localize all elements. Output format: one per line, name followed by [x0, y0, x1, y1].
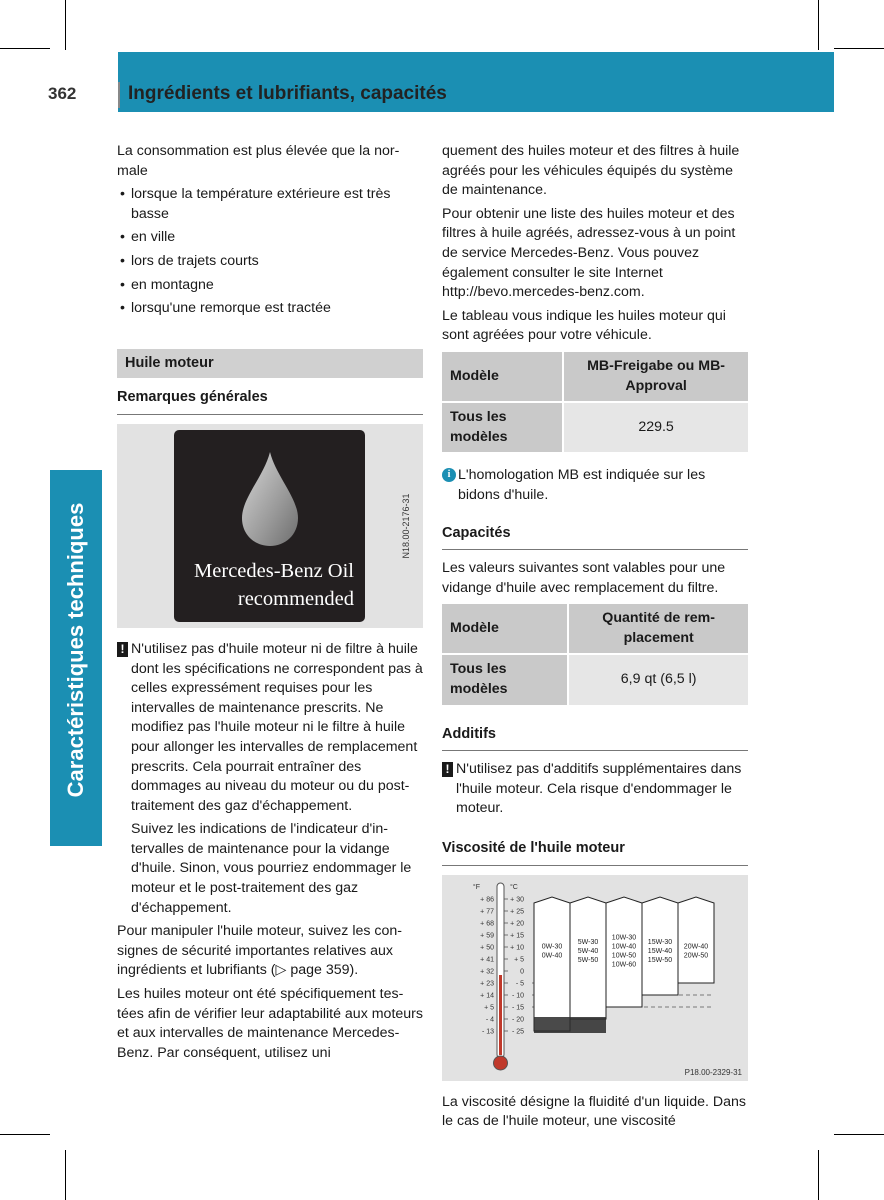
- warning-text-continued: Suivez les indications de l'indicateur d'intervalles de maintenance pour la vidange d'huile. Sinon, vous pourriez endommager le moteur et le post-traitement des gaz d'échappement.: [131, 821, 412, 916]
- oil-logo-line-2: recommended: [237, 587, 354, 610]
- viscosity-grade-label: 20W-40: [683, 943, 709, 951]
- fahrenheit-unit-label: °F: [472, 883, 480, 891]
- viscosity-grade-label: 10W-50: [611, 952, 637, 960]
- viscosity-grade-label: 20W-50: [683, 952, 709, 960]
- fahrenheit-tick-label: + 32: [480, 968, 494, 976]
- subheading: Additifs: [442, 725, 748, 752]
- table-header-cell: Modèle: [442, 604, 568, 654]
- viscosity-grade-label: 5W-30: [577, 938, 599, 946]
- header-separator: [118, 82, 120, 108]
- table-header-cell: MB-Freigabe ou MB-Approval: [563, 352, 748, 402]
- table-cell: 229.5: [563, 402, 748, 452]
- crop-mark: [65, 0, 66, 50]
- fahrenheit-tick-label: - 4: [485, 1016, 494, 1024]
- celsius-tick-label: + 20: [510, 920, 524, 928]
- subheading: Viscosité de l'huile moteur: [442, 839, 748, 866]
- celsius-tick-label: - 25: [511, 1028, 524, 1036]
- celsius-tick-label: + 25: [510, 908, 524, 916]
- info-text: L'homologation MB est indiquée sur les bidons d'huile.: [458, 467, 706, 503]
- paragraph: Pour obtenir une liste des huiles moteur et des filtres à huile agréés, adressez-vous à un point de service Mercedes-Benz. Vous pouvez également consulter le site Internet http://bevo.mercedes-benz.com.: [442, 205, 736, 301]
- thermometer-bulb: [494, 1056, 508, 1070]
- viscosity-grade-column: [642, 897, 678, 995]
- list-item: • en ville: [117, 228, 423, 248]
- crop-mark: [818, 1150, 819, 1200]
- fahrenheit-tick-label: + 14: [480, 992, 494, 1000]
- list-item: • lorsque la température extérieure est très basse: [117, 185, 423, 224]
- table-row: [442, 352, 748, 402]
- warning-icon: !: [442, 762, 453, 777]
- viscosity-grade-column: [678, 897, 714, 983]
- paragraph: Les valeurs suivantes sont valables pour une vidange d'huile avec remplacement du filtre.: [442, 560, 726, 596]
- viscosity-grade-label: 10W-40: [611, 943, 637, 951]
- fahrenheit-tick-label: + 41: [480, 956, 494, 964]
- fahrenheit-tick-label: - 13: [481, 1028, 494, 1036]
- oil-logo-line-1: Mercedes-Benz Oil: [194, 559, 354, 582]
- oil-logo-panel: [174, 430, 365, 622]
- paragraph: La viscosité désigne la fluidité d'un liquide. Dans le cas de l'huile moteur, une viscosité: [442, 1093, 746, 1130]
- fahrenheit-tick-label: + 23: [480, 980, 494, 988]
- fahrenheit-tick-label: + 77: [480, 908, 494, 916]
- crop-mark: [0, 48, 50, 49]
- viscosity-grade-label: 15W-30: [647, 938, 673, 946]
- intro-text: La consommation est plus élevée que la normale: [117, 143, 400, 179]
- fahrenheit-tick-label: + 5: [484, 1004, 494, 1012]
- warning-text: N'utilisez pas d'huile moteur ni de filtre à huile dont les spécifications ne correspondent pas à celles expressément requises pour les intervalles de maintenance prescrits. Ne modifiez pas l'huile moteur ni le filtre à huile pour allonger les intervalles de remplacement prescrits. Cela pourrait entraîner des dommages au niveau du moteur ou du post-traitement des gaz d'échappement.: [131, 640, 423, 814]
- paragraph: Le tableau vous indique les huiles moteur qui sont agréées pour votre véhicule.: [442, 307, 726, 344]
- figure-code: N18.00-2176-31: [401, 493, 412, 559]
- oil-recommended-figure: [117, 424, 423, 628]
- celsius-tick-label: + 30: [510, 896, 524, 904]
- viscosity-chart: [442, 875, 748, 1081]
- fahrenheit-tick-label: + 68: [480, 920, 494, 928]
- table-cell: Tous les modèles: [442, 654, 568, 704]
- crop-mark: [0, 1134, 50, 1135]
- warning-text: N'utilisez pas d'additifs supplémentaires dans l'huile moteur. Cela risque d'endommager le moteur.: [456, 761, 742, 817]
- celsius-tick-label: - 5: [515, 980, 524, 988]
- crop-mark: [834, 1134, 884, 1135]
- celsius-tick-label: - 10: [511, 992, 524, 1000]
- table-row: [442, 654, 748, 704]
- right-column: [442, 142, 748, 1136]
- crop-mark: [834, 48, 884, 49]
- celsius-tick-label: + 5: [514, 956, 524, 964]
- info-note: [442, 466, 748, 505]
- figure-code: P18.00-2329-31: [684, 1067, 742, 1077]
- viscosity-grade-column: [534, 897, 570, 1031]
- list-item: • lorsqu'une remorque est tractée: [117, 299, 423, 319]
- section-heading: Huile moteur: [117, 349, 423, 379]
- fahrenheit-tick-label: + 50: [480, 944, 494, 952]
- viscosity-figure: [442, 875, 748, 1081]
- viscosity-grade-label: 0W-30: [541, 943, 563, 951]
- celsius-tick-label: - 20: [511, 1016, 524, 1024]
- celsius-unit-label: °C: [510, 883, 518, 891]
- viscosity-grade-label: 10W-30: [611, 934, 637, 942]
- warning-note: [117, 640, 423, 816]
- subheading: Remarques générales: [117, 388, 423, 415]
- oil-drop-icon: [240, 450, 300, 548]
- table-cell: 6,9 qt (6,5 l): [568, 654, 748, 704]
- paragraph: Les huiles moteur ont été spécifiquement testées afin de vérifier leur adaptabilité aux moteurs et aux intervalles de maintenance Mercedes-Benz. Par conséquent, utilisez uni: [117, 986, 423, 1061]
- viscosity-grade-label: 5W-40: [577, 947, 599, 955]
- page-number: 362: [48, 84, 77, 103]
- thermometer-mercury: [499, 975, 502, 1055]
- viscosity-grade-label: 15W-40: [647, 947, 673, 955]
- celsius-tick-label: - 15: [511, 1004, 524, 1012]
- list-item: • lors de trajets courts: [117, 252, 423, 272]
- table-cell: Tous les modèles: [442, 402, 563, 452]
- page-title: Ingrédients et lubrifiants, capacités: [128, 83, 447, 104]
- paragraph: quement des huiles moteur et des filtres à huile agréés pour les véhicules équipés du système de maintenance.: [442, 143, 740, 199]
- capacity-table: [442, 604, 748, 704]
- chapter-tab-label: Caractéristiques techniques: [63, 502, 88, 798]
- table-header-cell: Modèle: [442, 352, 563, 402]
- info-icon: i: [442, 468, 456, 482]
- viscosity-grade-label: 0W-40: [541, 952, 563, 960]
- fahrenheit-tick-label: + 59: [480, 932, 494, 940]
- warning-icon: !: [117, 642, 128, 657]
- celsius-tick-label: + 15: [510, 932, 524, 940]
- low-temperature-band: [534, 1017, 606, 1033]
- subheading: Capacités: [442, 524, 748, 551]
- table-row: [442, 402, 748, 452]
- viscosity-grade-label: 10W-60: [611, 961, 637, 969]
- crop-mark: [65, 1150, 66, 1200]
- crop-mark: [818, 0, 819, 50]
- fahrenheit-tick-label: + 86: [480, 896, 494, 904]
- table-header-cell: Quantité de remplacement: [568, 604, 748, 654]
- approval-table: [442, 352, 748, 452]
- viscosity-grade-label: 5W-50: [577, 956, 599, 964]
- left-column: [117, 142, 423, 1067]
- warning-note: [442, 760, 748, 819]
- celsius-tick-label: 0: [520, 968, 524, 976]
- paragraph: Pour manipuler l'huile moteur, suivez les consignes de sécurité importantes relatives aux ingrédients et lubrifiants (▷ page 359).: [117, 923, 403, 979]
- viscosity-grade-label: 15W-50: [647, 956, 673, 964]
- table-row: [442, 604, 748, 654]
- list-item: • en montagne: [117, 276, 423, 296]
- celsius-tick-label: + 10: [510, 944, 524, 952]
